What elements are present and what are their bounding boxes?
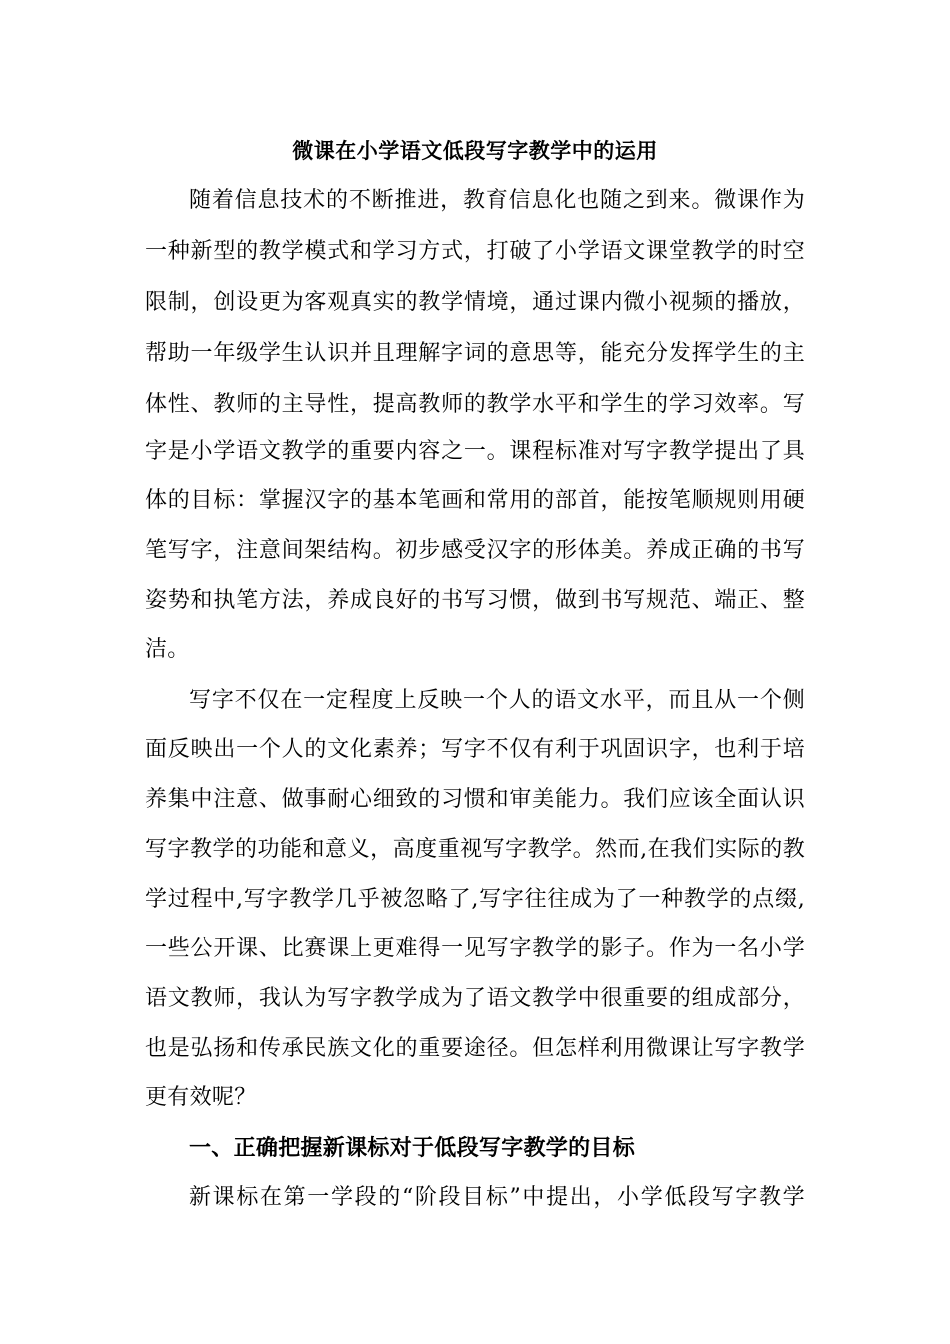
paragraph-1-line: 随着信息技术的不断推进，教育信息化也随之到来。微课作为 (189, 188, 805, 213)
paragraph-1-line: 限制，创设更为客观真实的教学情境，通过课内微小视频的播放， (145, 290, 805, 315)
paragraph-2-line: 更有效呢？ (145, 1085, 257, 1110)
paragraph-1-line: 帮助一年级学生认识并且理解字词的意思等，能充分发挥学生的主 (145, 341, 805, 366)
paragraph-2-line: 写字教学的功能和意义，高度重视写字教学。然而,在我们实际的教 (145, 837, 805, 862)
paragraph-2-line: 养集中注意、做事耐心细致的习惯和审美能力。我们应该全面认识 (145, 787, 805, 812)
paragraph-1-line: 字是小学语文教学的重要内容之一。课程标准对写字教学提出了具 (145, 439, 805, 464)
paragraph-1-line: 体性、教师的主导性，提高教师的教学水平和学生的学习效率。写 (145, 392, 805, 417)
paragraph-2-line: 学过程中,写字教学几乎被忽略了,写字往往成为了一种教学的点缀, (145, 887, 805, 912)
section-heading: 一、正确把握新课标对于低段写字教学的目标 (189, 1135, 636, 1161)
paragraph-1-line: 一种新型的教学模式和学习方式，打破了小学语文课堂教学的时空 (145, 239, 805, 264)
paragraph-2-line: 一些公开课、比赛课上更难得一见写字教学的影子。作为一名小学 (145, 936, 805, 961)
paragraph-3-line: 新课标在第一学段的“阶段目标”中提出，小学低段写字教学 (189, 1185, 805, 1210)
paragraph-1-line: 体的目标：掌握汉字的基本笔画和常用的部首，能按笔顺规则用硬 (145, 488, 805, 513)
paragraph-2-line: 面反映出一个人的文化素养；写字不仅有利于巩固识字，也利于培 (145, 737, 805, 762)
paragraph-1-line: 笔写字，注意间架结构。初步感受汉字的形体美。养成正确的书写 (145, 538, 805, 563)
paragraph-2-line: 写字不仅在一定程度上反映一个人的语文水平，而且从一个侧 (189, 688, 805, 713)
paragraph-2-line: 也是弘扬和传承民族文化的重要途径。但怎样利用微课让写字教学 (145, 1036, 805, 1061)
paragraph-2-line: 语文教师，我认为写字教学成为了语文教学中很重要的组成部分， (145, 986, 805, 1011)
document-title: 微课在小学语文低段写字教学中的运用 (292, 138, 658, 163)
paragraph-1-line: 洁。 (145, 637, 190, 662)
paragraph-1-line: 姿势和执笔方法，养成良好的书写习惯，做到书写规范、端正、整 (145, 588, 805, 613)
